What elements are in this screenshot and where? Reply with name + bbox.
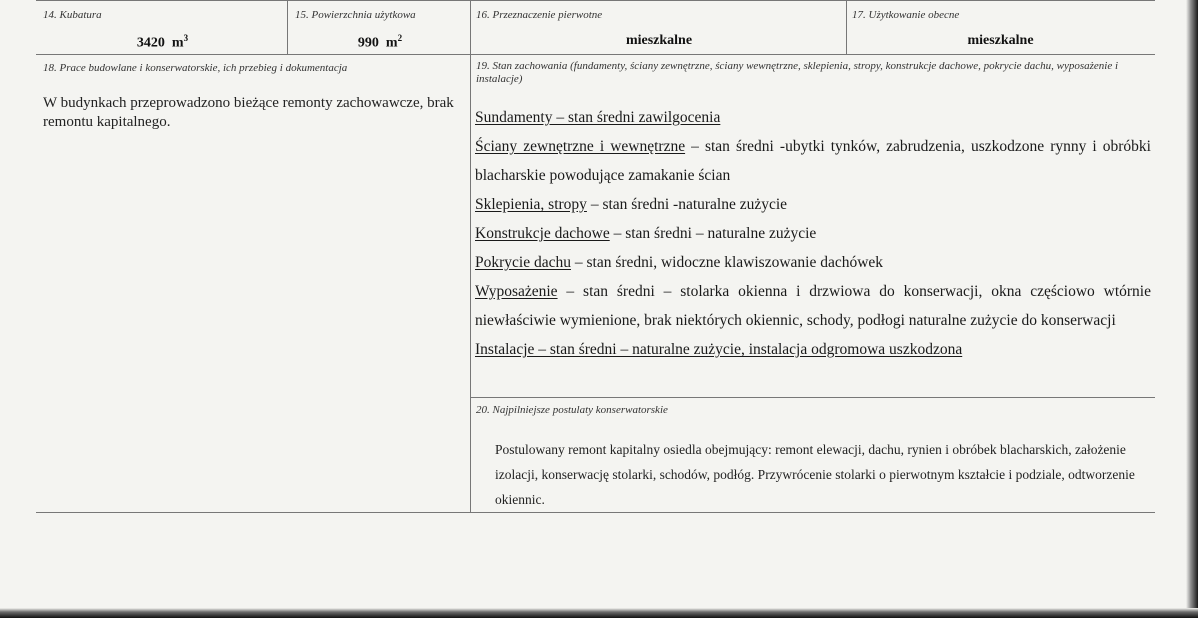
field-19-label: 19. Stan zachowania (fundamenty, ściany zewnętrzne, ściany wewnętrzne, sklepienia, stropy, konstrukcje dachowe, pokrycie dachu, wyposażenie i instalacje) — [476, 60, 1119, 85]
condition-item-head: Wyposażenie — [475, 283, 558, 300]
condition-item-walls — [475, 132, 1151, 190]
condition-item-roofing — [475, 248, 1151, 277]
field-15-label: 15. Powierzchnia użytkowa — [295, 9, 416, 21]
condition-item-roof-structure — [475, 219, 1151, 248]
condition-item-head: Sklepienia, stropy — [475, 196, 587, 213]
table-bottom-border — [36, 512, 1155, 513]
condition-item-head: Konstrukcje dachowe — [475, 225, 610, 242]
scan-edge-right — [1186, 0, 1198, 618]
field-17-value: mieszkalne — [967, 33, 1034, 48]
field-16-label: 16. Przeznaczenie pierwotne — [476, 9, 603, 21]
field-14-unit: m — [171, 35, 184, 51]
condition-item-head: Pokrycie dachu — [475, 254, 571, 271]
condition-item-head: Sundamenty – stan średni zawilgocenia — [475, 109, 721, 126]
field-14-value — [40, 33, 285, 52]
field-15-value — [290, 33, 470, 52]
field-15-unit-exp: 2 — [397, 33, 403, 43]
field-15-number: 990 — [357, 35, 379, 51]
condition-item-text: – stan średni -naturalne zużycie — [586, 196, 788, 213]
field-14-number: 3420 — [136, 35, 165, 51]
condition-item-head: Instalacje – stan średni – naturalne zużycie, instalacja odgromowa uszkodzona — [475, 341, 963, 358]
table-top-border — [36, 0, 1155, 1]
field-20-text: Postulowany remont kapitalny osiedla obejmujący: remont elewacji, dachu, rynien i obróbek blacharskich, założenie izolacji, konserwację stolarki, schodów, podłóg. Przywrócenie stolarki o pierwotnym kształcie i podziale, odtworzenie okiennic. — [495, 442, 1135, 507]
condition-item-foundations — [475, 103, 1151, 132]
condition-list — [475, 103, 1151, 364]
field-17-label: 17. Użytkowanie obecne — [852, 9, 960, 21]
condition-item-installations — [475, 335, 1151, 364]
row-divider-1 — [36, 54, 1155, 55]
condition-item-text: – stan średni – stolarka okienna i drzwiowa do konserwacji, okna częściowo wtórnie niewłaściwie wymienione, brak niektórych okiennic, schody, podłogi naturalne zużycie do konserwacji — [475, 283, 1151, 329]
col-divider-main — [470, 0, 471, 512]
condition-item-text: – stan średni – naturalne zużycie — [609, 225, 817, 242]
field-16-value: mieszkalne — [625, 33, 693, 48]
col-divider-14-15 — [287, 0, 288, 54]
col-divider-16-17 — [846, 0, 847, 54]
field-20-label: 20. Najpilniejsze postulaty konserwatorskie — [476, 404, 668, 416]
field-15-unit: m — [385, 35, 398, 51]
field-14-unit-exp: 3 — [183, 33, 189, 43]
field-18-text: W budynkach przeprowadzono bieżące remonty zachowawcze, brak remontu kapitalnego. — [43, 95, 454, 130]
condition-item-text: – stan średni, widoczne klawiszowanie dachówek — [570, 254, 884, 271]
field-18-label: 18. Prace budowlane i konserwatorskie, ich przebieg i dokumentacja — [43, 62, 348, 74]
field-14-label: 14. Kubatura — [43, 9, 102, 21]
condition-item-text: – stan średni -ubytki tynków, zabrudzenia, uszkodzone rynny i obróbki blacharskie powodujące zamakanie ścian — [475, 138, 1151, 184]
condition-item-head: Ściany zewnętrzne i wewnętrzne — [475, 138, 686, 155]
row-divider-19-20 — [470, 397, 1155, 398]
condition-item-fittings — [475, 277, 1151, 335]
scan-edge-bottom — [0, 608, 1198, 618]
condition-item-ceilings — [475, 190, 1151, 219]
